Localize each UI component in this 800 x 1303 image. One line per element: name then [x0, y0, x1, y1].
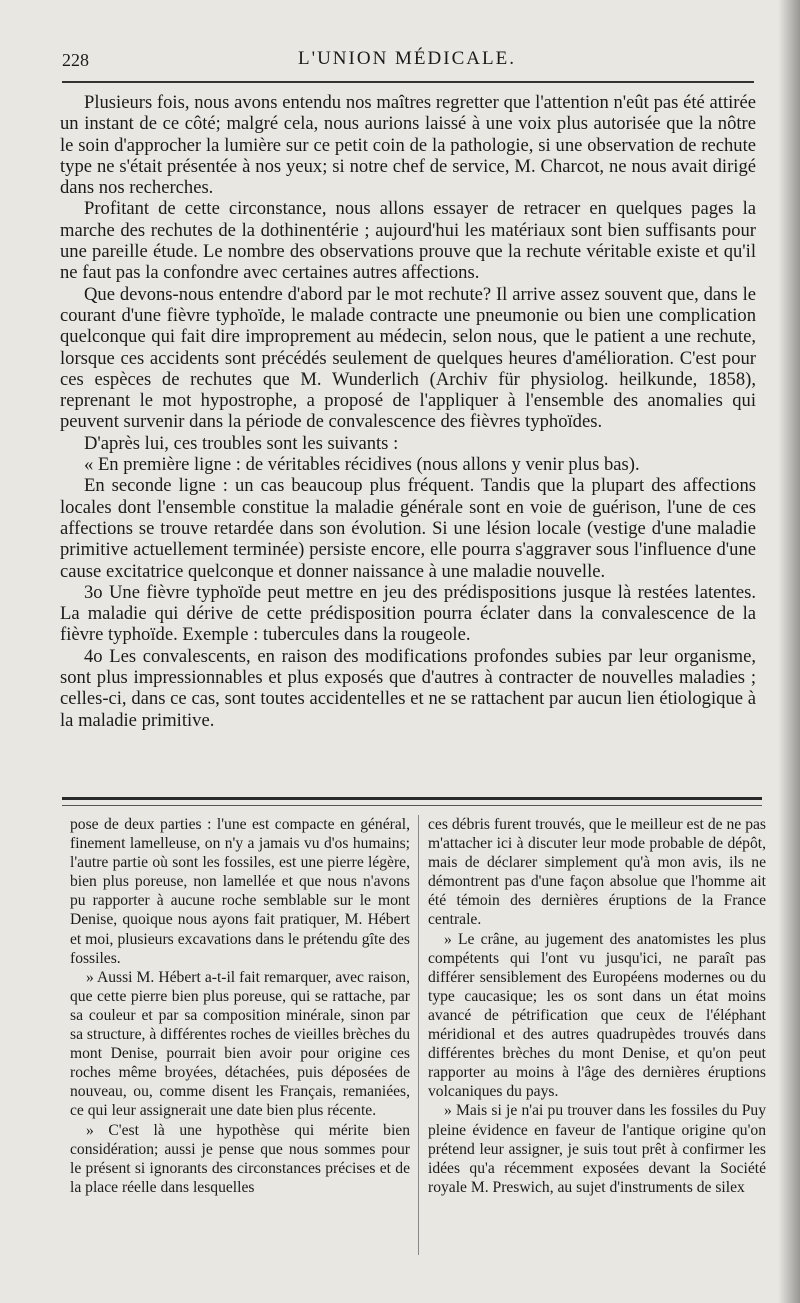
- column-divider: [418, 815, 419, 1255]
- paragraph: » C'est là une hypothèse qui mérite bien considération; aussi je pense que nous sommes pour le présent si ignorants des circonstances précises et de la place réelle dans lesquelles: [70, 1121, 410, 1196]
- paragraph: En seconde ligne : un cas beaucoup plus fréquent. Tandis que la plupart des affections locales dont l'ensemble constitue la maladie générale sont en voie de guérison, l'une de ces affections se trouve retardée dans son évolution. Si une lésion locale (vestige d'une maladie primitive actuellement terminée) persiste encore, elle pourra s'aggraver sous l'influence d'une cause excitatrice quelconque et donner naissance à une maladie nouvelle.: [60, 475, 756, 582]
- paragraph: D'après lui, ces troubles sont les suivants :: [84, 432, 399, 454]
- paragraph: 4o Les convalescents, en raison des modifications profondes subies par leur organisme, sont plus impressionnables et plus exposés que d'autres à contracter de nouvelles maladies ; celles-ci, dans ce cas, sont toutes accidentelles et ne se rattachent par aucun lien étiologique à la maladie primitive.: [60, 645, 756, 731]
- paragraph: 3o Une fièvre typhoïde peut mettre en jeu des prédispositions jusque là restées latentes. La maladie qui dérive de cette prédisposition pourra éclater dans la convalescence de la fièvre typhoïde. Exemple : tubercules dans la rougeole.: [60, 581, 756, 646]
- paragraph: » Aussi M. Hébert a-t-il fait remarquer, avec raison, que cette pierre bien plus poreuse, qui se rattache, par sa couleur et par sa composition minérale, sinon par sa structure, à différentes roches de vieilles brèches du mont Denise, pourrait bien avoir pour origine ces roches même broyées, détachées, puis déposées de nouveau, ou, comme disent les Français, remaniées, ce qui leur assignerait une date bien plus récente.: [70, 968, 410, 1120]
- page-number: 228: [62, 50, 89, 70]
- paragraph: pose de deux parties : l'une est compacte en général, finement lamelleuse, on n'y a jamais vu d'os humains; l'autre partie où sont les fossiles, est une pierre légère, bien plus poreuse, non lamellée et que nous n'avons pu rapporter à aucune roche semblable sur le mont Denise, quoique nous ayons fait pratiquer, M. Hébert et moi, plusieurs excavations dans le prétendu gîte des fossiles.: [70, 816, 410, 967]
- paragraph: « En première ligne : de véritables récidives (nous allons y venir plus bas).: [84, 454, 640, 476]
- page-header: [62, 46, 752, 76]
- right-column: [428, 815, 766, 1197]
- section-divider: [62, 797, 762, 806]
- paragraph: Plusieurs fois, nous avons entendu nos maîtres regretter que l'attention n'eût pas été attirée un instant de ce côté; malgré cela, nous aurions laissé à une voix plus autorisée que la nôtre le soin d'approcher la lumière sur ce petit coin de la pathologie, si une observation de rechute type ne s'était présentée à nos yeux; si notre chef de service, M. Charcot, ne nous avait dirigé dans nos recherches.: [60, 92, 756, 199]
- paragraph: » Le crâne, au jugement des anatomistes les plus compétents qui l'ont vu jusqu'ici, ne paraît pas différer sensiblement des Européens modernes ou du type caucasique; les os sont dans un état moins avancé de pétrification que ceux de l'éléphant méridional et des autres quadrupèdes trouvés dans différentes brèches du mont Denise, et qu'on peut rapporter au moins à l'âge des dernières éruptions volcaniques du pays.: [428, 930, 766, 1101]
- page-edge-shadow: [778, 0, 800, 1303]
- paragraph: Que devons-nous entendre d'abord par le mot rechute? Il arrive assez souvent que, dans le courant d'une fièvre typhoïde, le malade contracte une pneumonie ou bien une complication quelconque qui fait dire improprement au médecin, selon nous, que le patient a une rechute, lorsque ces accidents sont précédés seulement de quelques heures d'amélioration. C'est pour ces espèces de rechutes que M. Wunderlich (Archiv für physiolog. heilkunde, 1858), reprenant le mot hypostrophe, a proposé de l'appliquer à l'ensemble des anomalies qui peuvent survenir dans la période de convalescence des fièvres typhoïdes.: [60, 283, 756, 433]
- paragraph: ces débris furent trouvés, que le meilleur est de ne pas m'attacher ici à discuter leur mode probable de dépôt, mais de déclarer simplement qu'à mon avis, ils ne démontrent pas d'une façon absolue que l'homme ait été témoin des dernières éruptions de la France centrale.: [428, 816, 766, 929]
- left-column: [70, 815, 410, 1197]
- paragraph: » Mais si je n'ai pu trouver dans les fossiles du Puy pleine évidence en faveur de l'antique origine qu'on prétend leur assigner, je suis tout prêt à confirmer les idées qu'a récemment exposées devant la Société royale M. Preswich, au sujet d'instruments de silex: [428, 1102, 766, 1196]
- header-rule: [62, 81, 754, 83]
- article-body: [60, 92, 756, 731]
- journal-title: L'UNION MÉDICALE.: [298, 48, 516, 69]
- paragraph: Profitant de cette circonstance, nous allons essayer de retracer en quelques pages la marche des rechutes de la dothinentérie ; aujourd'hui les matériaux sont bien suffisants pour une pareille étude. Le nombre des observations prouve que la rechute véritable existe et qu'il ne faut pas la confondre avec certaines autres affections.: [60, 198, 756, 284]
